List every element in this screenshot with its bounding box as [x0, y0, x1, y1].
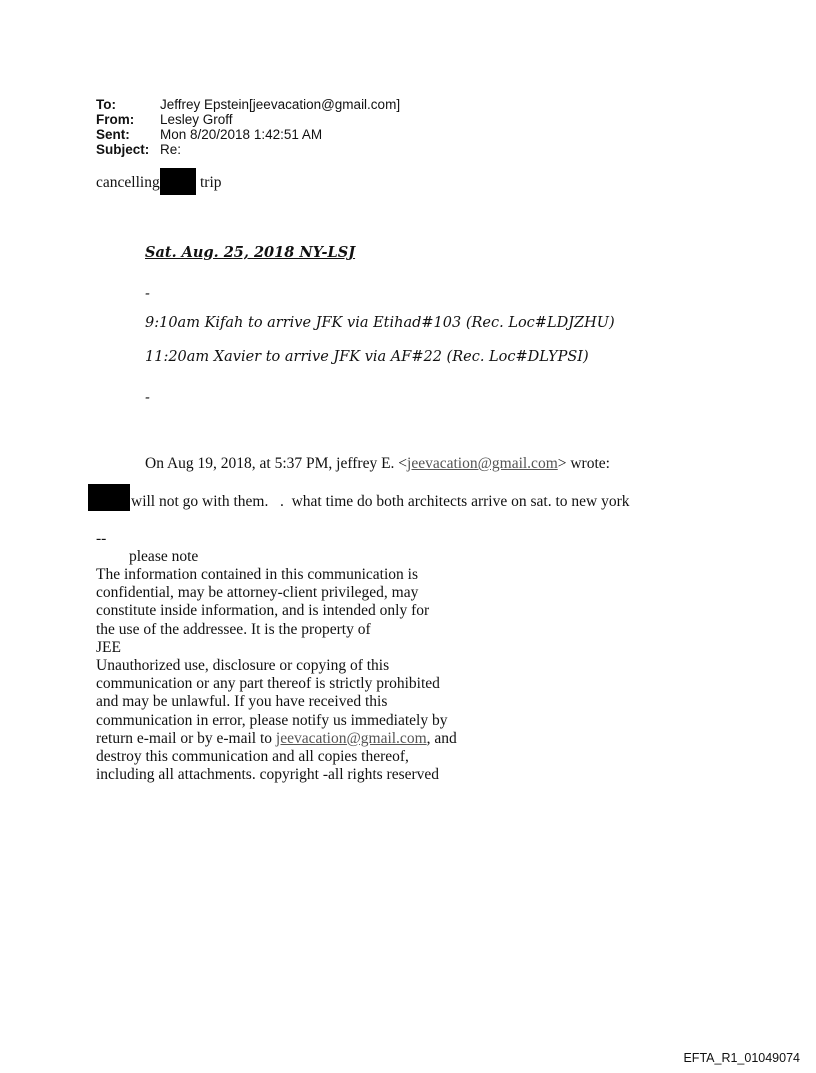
- please-note: please note: [129, 548, 199, 565]
- disclaimer-line: destroy this communication and all copies thereof,: [96, 748, 409, 766]
- disclaimer-line: confidential, may be attorney-client privileged, may: [96, 584, 419, 602]
- disclaimer-line: including all attachments. copyright -all rights reserved: [96, 766, 440, 784]
- disclaimer-line: and may be unlawful. If you have received this: [96, 693, 388, 711]
- disclaimer-line: constitute inside information, and is intended only for: [96, 602, 430, 620]
- disclaimer-line: Unauthorized use, disclosure or copying of this: [96, 657, 390, 675]
- disclaimer-line: The information contained in this communication is: [96, 566, 418, 583]
- itinerary-dash: -: [145, 390, 150, 406]
- disclaimer-line: communication or any part thereof is strictly prohibited: [96, 675, 440, 693]
- itinerary-title: Sat. Aug. 25, 2018 NY-LSJ: [145, 244, 356, 261]
- sent-value: Mon 8/20/2018 1:42:51 AM: [160, 127, 323, 142]
- cancel-text-start: cancelling: [96, 174, 160, 191]
- quote-header-start: On Aug 19, 2018, at 5:37 PM, jeffrey E. <: [145, 455, 408, 472]
- subject-value: Re:: [160, 142, 182, 157]
- itinerary-dash: -: [145, 286, 150, 302]
- disclaimer: [96, 566, 457, 784]
- redaction-box: [88, 484, 130, 511]
- quote-email-link[interactable]: jeevacation@gmail.com: [407, 455, 558, 472]
- disclaimer-line-start: return e-mail or by e-mail to: [96, 729, 276, 747]
- disclaimer-email-link[interactable]: jeevacation@gmail.com: [275, 729, 427, 747]
- from-label: From:: [96, 112, 135, 127]
- itinerary-item: 11:20am Xavier to arrive JFK via AF#22 (Rec. Loc#DLYPSI): [145, 349, 589, 365]
- signature-separator: --: [96, 530, 107, 547]
- disclaimer-line: [96, 730, 457, 748]
- disclaimer-line: JEE: [96, 638, 121, 656]
- quote-header: [145, 455, 610, 473]
- quote-header-end: > wrote:: [557, 455, 610, 472]
- from-value: Lesley Groff: [160, 112, 233, 127]
- redaction-box: [160, 168, 196, 195]
- itinerary-item: 9:10am Kifah to arrive JFK via Etihad#103 (Rec. Loc#LDJZHU): [145, 315, 615, 331]
- to-value: Jeffrey Epstein[jeevacation@gmail.com]: [160, 97, 401, 112]
- document-id: EFTA_R1_01049074: [683, 1051, 800, 1065]
- cancel-text-end: trip: [200, 174, 222, 191]
- to-label: To:: [96, 97, 116, 112]
- quoted-message: will not go with them. . what time do both architects arrive on sat. to new york: [131, 493, 630, 510]
- sent-label: Sent:: [96, 127, 130, 142]
- subject-label: Subject:: [96, 142, 150, 157]
- disclaimer-line: the use of the addressee. It is the property of: [96, 620, 371, 638]
- disclaimer-line: communication in error, please notify us immediately by: [96, 711, 448, 729]
- disclaimer-line-end: , and: [426, 729, 457, 747]
